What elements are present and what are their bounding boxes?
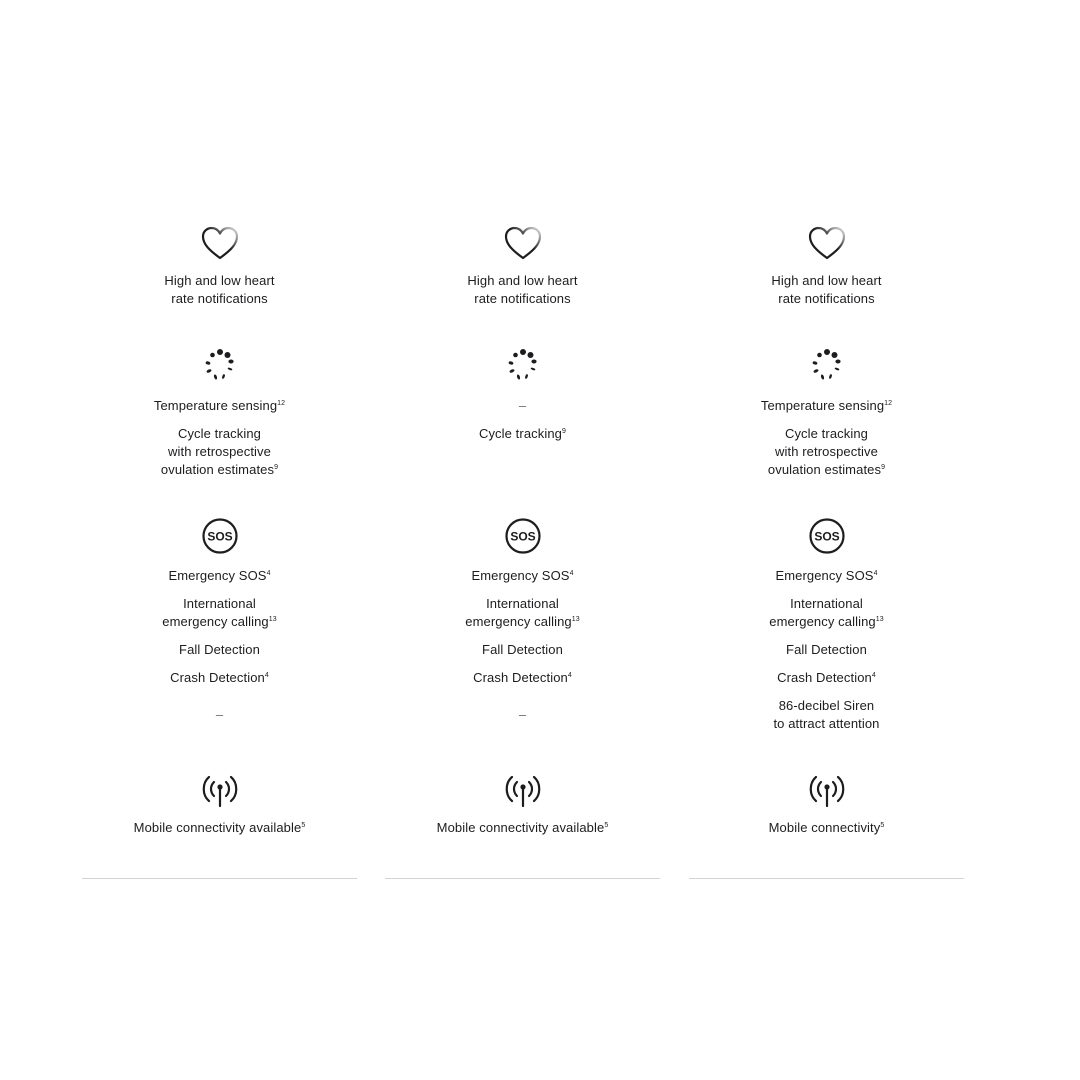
heart-icon [200,224,240,264]
temperature-sensing-label: Temperature sensing$^{12}$ [153,398,286,413]
siren-label: – [215,707,224,722]
cycle-tracking-label: Cycle tracking with retrospective ovulation estimates$^9$ [767,426,886,477]
temperature-sensor-icon [807,347,847,387]
heart-rate-notifications-label: High and low heart rate notifications [164,273,275,306]
sos-icon [504,517,542,555]
cellular-signal-icon [200,770,240,810]
crash-detection-label: Crash Detection$^4$ [473,670,572,685]
sos-icon [808,517,846,555]
international-emergency-calling-label: International emergency calling$^{13}$ [769,596,884,629]
crash-detection-label: Crash Detection$^4$ [170,670,269,685]
heart-rate-notifications-label: High and low heart rate notifications [771,273,882,306]
mobile-connectivity-label: Mobile connectivity$^5$ [768,820,885,835]
comparison-column-3 [689,0,964,880]
emergency-sos-label: Emergency SOS$^4$ [168,568,271,583]
heart-rate-notifications-label: High and low heart rate notifications [467,273,578,306]
sos-icon-label: SOS [813,529,840,544]
comparison-column-1 [82,0,357,880]
emergency-sos-label: Emergency SOS$^4$ [471,568,574,583]
fall-detection-label: Fall Detection [482,642,563,657]
international-emergency-calling-label: International emergency calling$^{13}$ [465,596,580,629]
temperature-sensing-label: Temperature sensing$^{12}$ [760,398,893,413]
fall-detection-label: Fall Detection [179,642,260,657]
international-emergency-calling-label: International emergency calling$^{13}$ [162,596,277,629]
heart-icon [503,224,543,264]
comparison-column-2 [385,0,660,880]
sos-icon-label: SOS [206,529,233,544]
cycle-tracking-label: Cycle tracking with retrospective ovulation estimates$^9$ [160,426,279,477]
mobile-connectivity-label: Mobile connectivity available$^5$ [436,820,609,835]
crash-detection-label: Crash Detection$^4$ [777,670,876,685]
cycle-tracking-label: Cycle tracking$^9$ [478,426,567,441]
siren-label: 86-decibel Siren to attract attention [773,698,880,731]
temperature-sensor-icon [503,347,543,387]
fall-detection-label: Fall Detection [786,642,867,657]
cellular-signal-icon [503,770,543,810]
emergency-sos-label: Emergency SOS$^4$ [775,568,878,583]
sos-icon [201,517,239,555]
mobile-connectivity-label: Mobile connectivity available$^5$ [133,820,306,835]
siren-label: – [518,707,527,722]
heart-icon [807,224,847,264]
sos-icon-label: SOS [509,529,536,544]
temperature-sensor-icon [200,347,240,387]
temperature-sensing-label: – [518,398,527,413]
cellular-signal-icon [807,770,847,810]
